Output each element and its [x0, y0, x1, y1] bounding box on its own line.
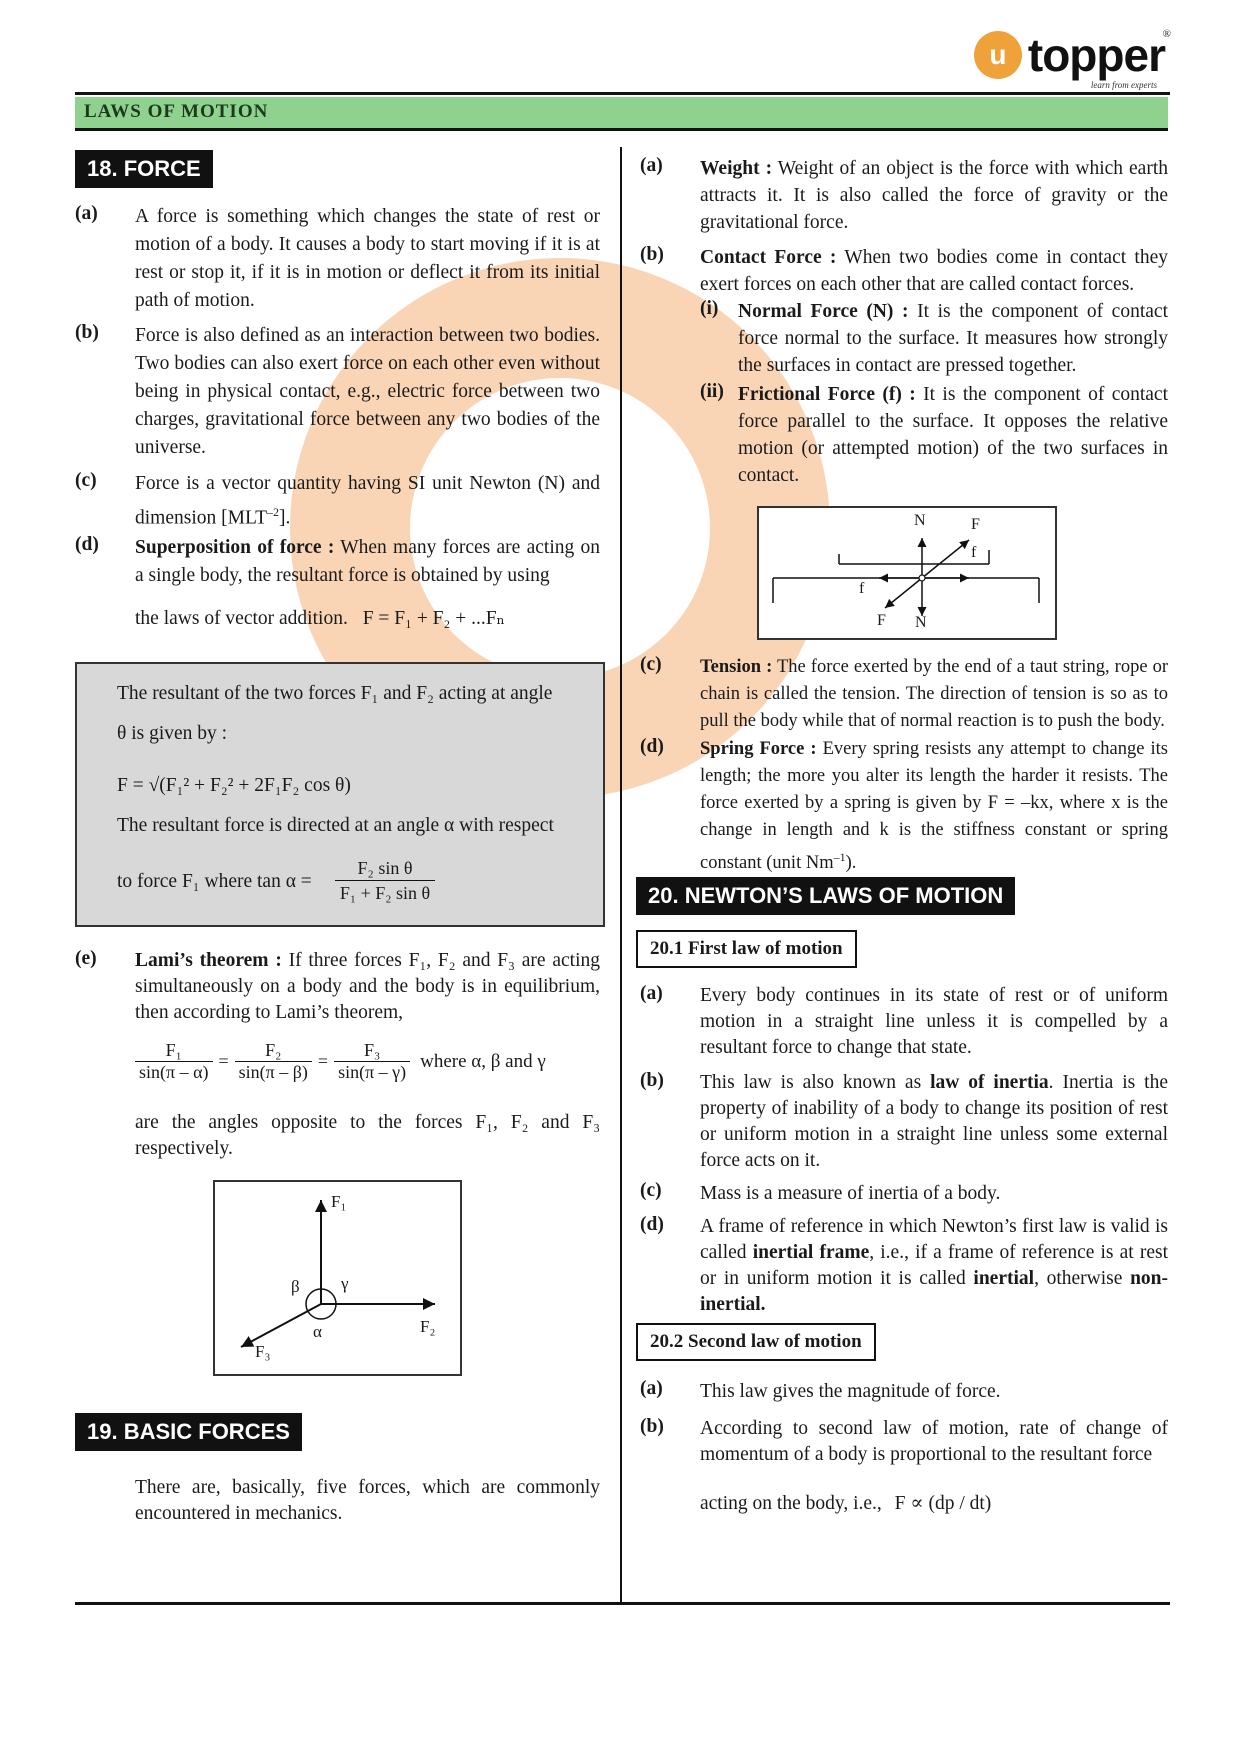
- item-label: (i): [700, 298, 719, 319]
- dimension-exponent: –2: [267, 505, 279, 519]
- item-label: (d): [640, 1214, 664, 1235]
- frame-term: inertial frame: [752, 1242, 870, 1263]
- lami-den-2: sin(π – β): [238, 1062, 308, 1082]
- unit-exponent: –1: [833, 850, 846, 864]
- weight-body: Weight of an object is the force with which earth attracts it. It is also called the force of gravity or the gravitational force.: [700, 158, 1168, 233]
- lami-body: If three forces F₁, F₂ and F₃ are acting simultaneously on a body and the body is in equilibrium, then according to Lami’s theorem,: [135, 950, 600, 1023]
- section-heading-force: 18. FORCE: [75, 150, 213, 188]
- lami-diagram: [213, 1180, 462, 1376]
- friction-force-text: [738, 381, 1168, 489]
- first-law-statement: Every body continues in its state of rest or of uniform motion in a straight line unless it is compelled by a resultant force to change that state.: [700, 985, 1168, 1058]
- normal-term: Normal Force (N) :: [738, 301, 909, 322]
- weight-text: [700, 155, 1168, 236]
- item-label: (a): [640, 983, 663, 1004]
- logo-registered: ®: [1162, 28, 1171, 40]
- lami-num-1: F₁: [135, 1040, 213, 1062]
- header-rule: [75, 92, 1170, 95]
- second-law-magnitude: This law gives the magnitude of force.: [700, 1381, 1001, 1402]
- force-vector-text: [135, 470, 600, 533]
- spring-term: Spring Force :: [700, 739, 817, 759]
- box-text: acting at angle: [438, 683, 553, 704]
- box-text: The resultant of the two forces: [117, 683, 356, 704]
- second-law-formula-line: [700, 1490, 991, 1518]
- logo-text: topper: [1027, 29, 1165, 81]
- subheading-first-law: 20.1 First law of motion: [636, 930, 857, 968]
- label-n-top: N: [914, 512, 926, 529]
- force-definition: A force is something which changes the state of rest or motion of a body. It causes a body to start moving if it is at rest or stop it, if it is in motion or deflect it from its initial path of motion.: [135, 206, 600, 311]
- weight-term: Weight :: [700, 158, 773, 179]
- contact-vectors: [759, 508, 1055, 638]
- box-line-1: [117, 680, 597, 708]
- lami-angles-text: are the angles opposite to the forces F₁, F₂ and F₃ respectively.: [135, 1112, 600, 1159]
- lami-num-3: F₃: [334, 1040, 410, 1062]
- item-label: (b): [640, 244, 664, 265]
- contact-term: Contact Force :: [700, 247, 837, 268]
- box-line-3: The resultant force is directed at an angle α with respect: [117, 815, 554, 836]
- force-interaction: Force is also defined as an interaction between two bodies. Two bodies can also exert force on each other even without being in physical contact, e.g., electric force between two charges, gravitational force between any two bodies of the universe.: [135, 325, 600, 458]
- label-gamma: γ: [341, 1274, 349, 1293]
- spring-body: Every spring resists any attempt to change its length; the more you alter its length the harder it resists. The force exerted by a spring is given by F = –kx, where x is the change in length and k is the stiffness constant or spring constant (unit Nm: [700, 739, 1168, 874]
- label-alpha: α: [313, 1322, 322, 1341]
- second-law-statement: According to second law of motion, rate of change of momentum of a body is proportional to the resultant force: [700, 1418, 1168, 1465]
- box-line-2: θ is given by :: [117, 723, 228, 744]
- spring-force-text: [700, 736, 1168, 877]
- inertia-text: This law is also known as: [700, 1072, 931, 1093]
- superposition-body: When many forces are acting on a single body, the resultant force is obtained by using: [135, 537, 600, 586]
- lami-fraction-3: [334, 1040, 410, 1083]
- spring-end: ).: [845, 853, 857, 874]
- logo-icon: u: [974, 31, 1022, 79]
- item-label: (ii): [700, 381, 724, 402]
- vector-f2: F₂: [416, 683, 434, 704]
- contact-body: When two bodies come in contact they exert forces on each other that are called contact forces.: [700, 247, 1169, 295]
- item-label: (b): [640, 1070, 664, 1091]
- frame-text: , i.e., if a frame of reference is at rest or in uniform motion it is called: [700, 1242, 1168, 1289]
- label-f-bottom: F: [877, 612, 886, 629]
- mass-inertia-text: Mass is a measure of inertia of a body.: [700, 1183, 1001, 1204]
- lami-equation: [135, 1040, 546, 1083]
- label-friction-top: f: [971, 544, 977, 561]
- lami-num-2: F₂: [235, 1040, 312, 1062]
- equals-sign: =: [317, 1051, 329, 1071]
- item-label: (c): [640, 1180, 662, 1201]
- label-friction-bottom: f: [859, 580, 865, 597]
- lami-text: [135, 948, 600, 1026]
- item-label: (c): [75, 470, 97, 491]
- label-f3: F₃: [255, 1342, 271, 1361]
- item-label: (a): [640, 1378, 663, 1399]
- label-n-bottom: N: [915, 614, 927, 631]
- item-label: (d): [75, 534, 99, 555]
- inertia-text: . Inertia is the property of inability of a body to change its position of rest or uniform motion in a straight line unless some external force acts on it.: [700, 1072, 1168, 1171]
- friction-body: It is the component of contact force parallel to the surface. It opposes the relative motion (or attempted motion) of the two surfaces in contact.: [738, 384, 1168, 486]
- fraction-numerator: F₂ sin θ: [335, 856, 435, 881]
- box-line-4: to force F₁ where tan α =: [117, 871, 312, 892]
- fraction-denominator: F₁ + F₂ sin θ: [339, 883, 431, 903]
- lami-where: where α, β and γ: [420, 1050, 546, 1072]
- vector-addition-text: the laws of vector addition.: [135, 608, 348, 629]
- tension-term: Tension :: [700, 657, 773, 677]
- tension-body: The force exerted by the end of a taut string, rope or chain is called the tension. The direction of tension is so as to pull the body while that of normal reaction is to push the body.: [700, 657, 1169, 731]
- law-of-inertia-text: [700, 1070, 1168, 1174]
- item-label: (d): [640, 736, 664, 757]
- frame-term: inertial: [973, 1268, 1035, 1289]
- inertial-frame-text: [700, 1214, 1168, 1318]
- f3-arrow: [241, 1304, 321, 1347]
- frame-text: , otherwise: [1034, 1268, 1131, 1289]
- contact-point: [919, 575, 925, 581]
- resultant-formula: F = √(F₁² + F₂² + 2F₁F₂ cos θ): [117, 775, 351, 796]
- contact-force-text: [700, 244, 1168, 298]
- item-label: (b): [75, 322, 99, 343]
- contact-force-diagram: [757, 506, 1057, 640]
- tension-text: [700, 654, 1168, 735]
- item-label: (a): [75, 203, 98, 224]
- formula-intro: acting on the body, i.e.,: [700, 1493, 882, 1514]
- vector-sum-formula: F = F₁ + F₂ + ...Fₙ: [362, 608, 505, 629]
- force-down-arrow: [885, 578, 922, 608]
- friction-term: Frictional Force (f) :: [738, 384, 916, 405]
- superposition-term: Superposition of force :: [135, 537, 335, 558]
- footer-rule: [75, 1602, 1170, 1605]
- superposition-text: [135, 534, 600, 590]
- item-label: (c): [640, 654, 662, 675]
- vector-f1: F₁: [360, 683, 379, 704]
- equals-sign: =: [218, 1051, 229, 1071]
- basic-forces-text: There are, basically, five forces, which are commonly encountered in mechanics.: [135, 1477, 600, 1524]
- force-unit-end: ].: [279, 507, 291, 529]
- lami-den-1: sin(π – α): [139, 1062, 209, 1082]
- inertia-term: law of inertia: [930, 1072, 1049, 1093]
- superposition-line2: [135, 605, 505, 633]
- force-unit-text: Force is a vector quantity having SI unit Newton (N) and dimension [MLT: [135, 473, 600, 529]
- logo-tagline: learn from experts: [1090, 80, 1157, 90]
- label-f-top: F: [971, 516, 980, 533]
- frame-text: A frame of reference in which Newton’s first law is valid is called: [700, 1216, 1168, 1263]
- frame-term: non-inertial.: [700, 1268, 1168, 1315]
- brand-logo: [974, 28, 1171, 90]
- normal-body: It is the component of contact force normal to the surface. It measures how strongly the surfaces in contact are pressed together.: [738, 301, 1168, 376]
- label-beta: β: [291, 1277, 300, 1296]
- tan-alpha-fraction: [335, 856, 435, 905]
- item-label: (b): [640, 1416, 664, 1437]
- force-proportional-formula: F ∝ (dp / dt): [894, 1493, 992, 1514]
- normal-force-text: [738, 298, 1168, 379]
- lami-term: Lami’s theorem :: [135, 950, 282, 971]
- force-up-arrow: [922, 540, 969, 578]
- lami-fraction-2: [235, 1040, 312, 1083]
- lami-fraction-1: [135, 1040, 213, 1083]
- column-divider: [620, 147, 622, 1602]
- label-f1: F₁: [331, 1192, 347, 1211]
- section-heading-newtons-laws: 20. NEWTON’S LAWS OF MOTION: [636, 877, 1015, 915]
- lami-den-3: sin(π – γ): [338, 1062, 407, 1082]
- subheading-second-law: 20.2 Second law of motion: [636, 1323, 876, 1361]
- item-label: (e): [75, 948, 97, 969]
- chapter-title: LAWS OF MOTION: [84, 101, 269, 122]
- box-and: and: [383, 683, 412, 704]
- label-f2: F₂: [420, 1317, 436, 1336]
- section-heading-basic-forces: 19. BASIC FORCES: [75, 1413, 302, 1451]
- item-label: (a): [640, 155, 663, 176]
